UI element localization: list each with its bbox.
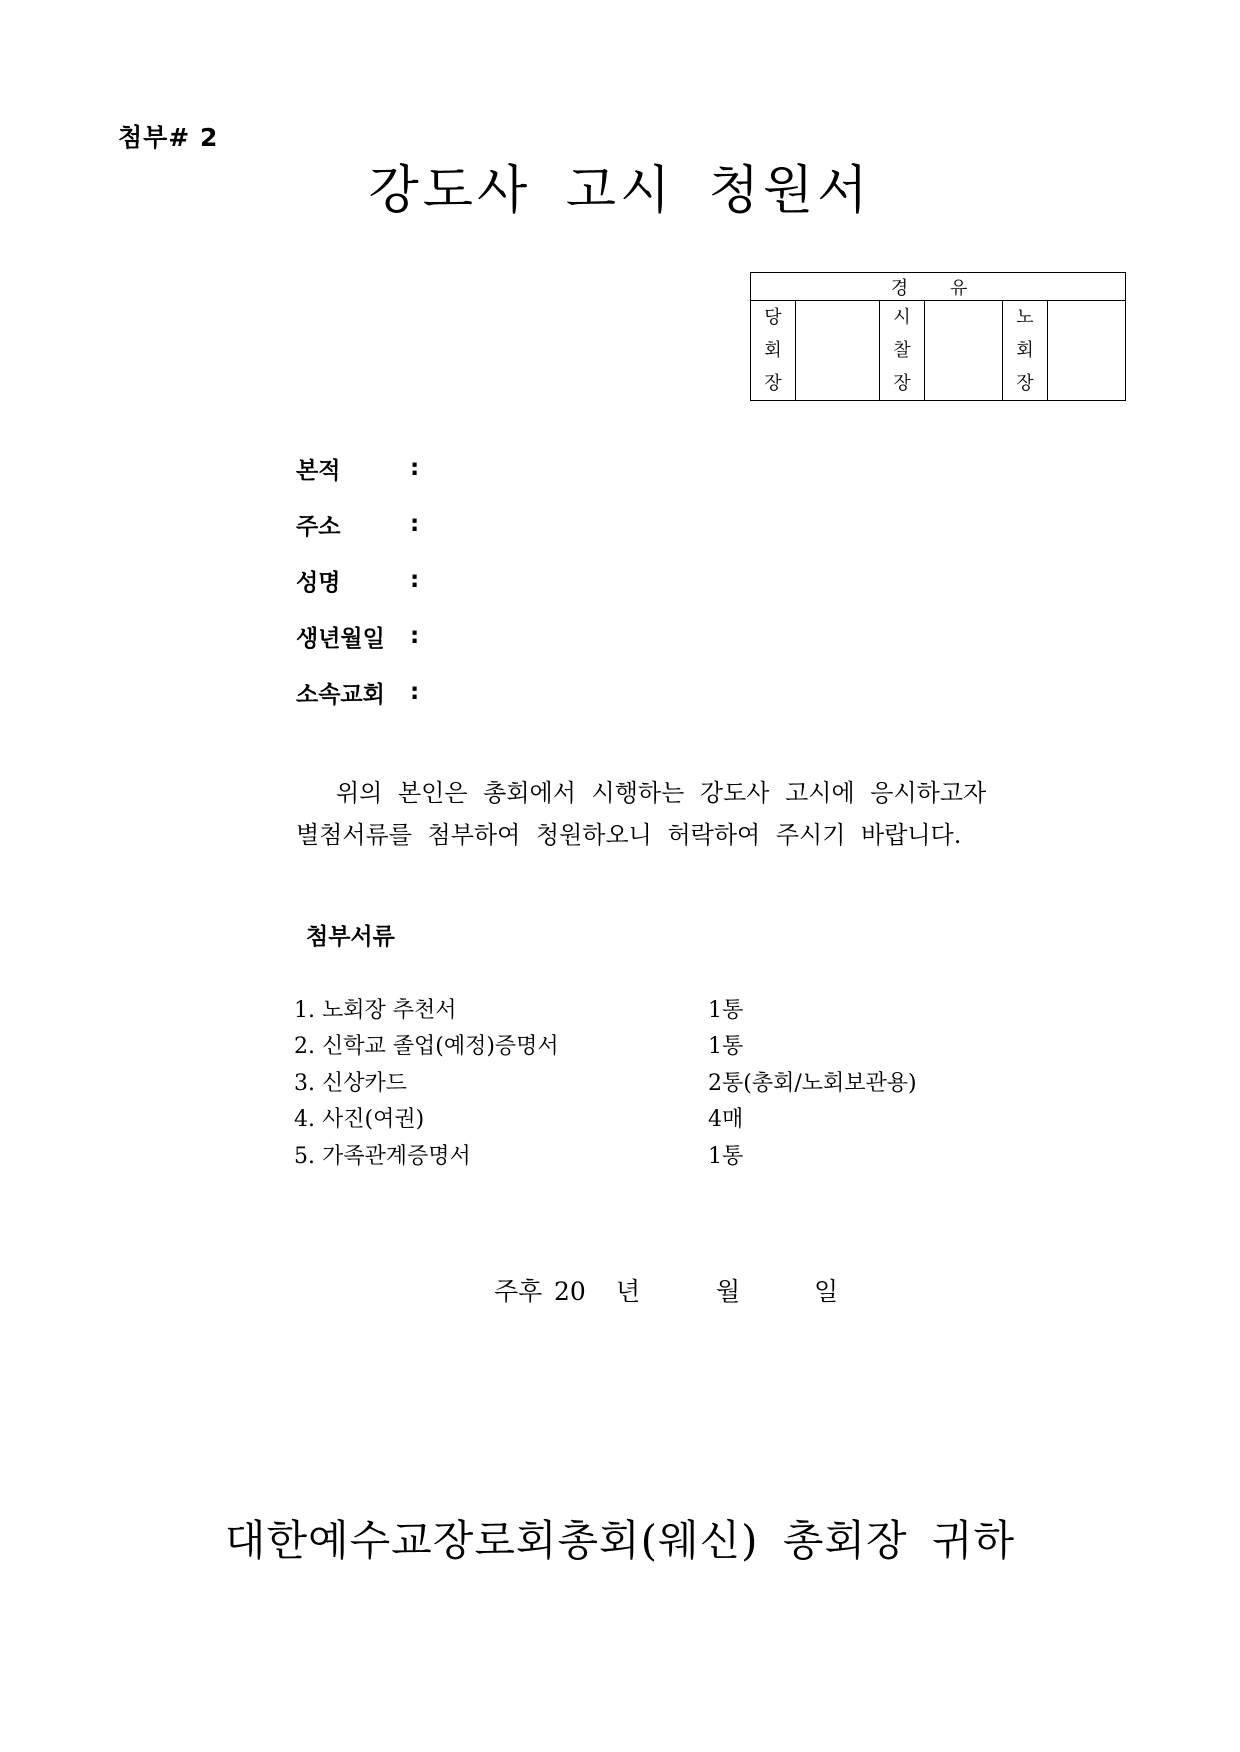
approval-sign-presbytery-moderator[interactable]: [1048, 301, 1126, 401]
applicant-fields: [296, 440, 419, 720]
approval-header: 경 유: [751, 273, 1126, 301]
approval-label-district-head: 시 찰 장: [880, 301, 925, 401]
field-name[interactable]: 성명 :: [296, 567, 420, 596]
petition-line-1: 위의 본인은 총회에서 시행하는 강도사 고시에 응시하고자: [336, 779, 987, 807]
date-year-prefix: 20: [554, 1277, 586, 1306]
date-day-label: 일: [814, 1277, 839, 1306]
list-item: 3. 신상카드 2통(총회/노회보관용): [294, 1070, 917, 1096]
date-era: 주후: [494, 1277, 543, 1306]
date-month-label: 월: [716, 1277, 741, 1306]
document-title: 강도사 고시 청원서: [368, 161, 872, 221]
attachments-list: [294, 990, 917, 1173]
approval-sign-district-head[interactable]: [925, 301, 1003, 401]
addressee: 대한예수교장로회총회(웨신) 총회장 귀하: [224, 1516, 1016, 1565]
field-church[interactable]: 소속교회 :: [296, 679, 420, 708]
field-birthdate[interactable]: 생년월일 :: [296, 623, 420, 652]
petition-body: [296, 772, 986, 856]
date-year-label: 년: [616, 1277, 641, 1306]
approval-sign-church-pastor[interactable]: [796, 301, 880, 401]
field-address[interactable]: 주소 :: [296, 511, 420, 540]
attachment-number: 첨부# 2: [118, 123, 219, 152]
attachments-heading: 첨부서류: [306, 924, 395, 950]
date-line: [494, 1272, 838, 1308]
list-item: 2. 신학교 졸업(예정)증명서 1통: [294, 1034, 744, 1060]
petition-line-2: 별첨서류를 첨부하여 청원하오니 허락하여 주시기 바랍니다.: [296, 821, 962, 849]
field-permanent-domicile[interactable]: 본적 :: [296, 455, 420, 484]
approval-label-presbytery-moderator: 노 회 장: [1003, 301, 1048, 401]
list-item: 1. 노회장 추천서 1통: [294, 997, 744, 1023]
list-item: 4. 사진(여권) 4매: [294, 1107, 744, 1133]
approval-table: [750, 272, 1126, 401]
list-item: 5. 가족관계증명서 1통: [294, 1143, 744, 1169]
approval-label-church-pastor: 당 회 장: [751, 301, 796, 401]
